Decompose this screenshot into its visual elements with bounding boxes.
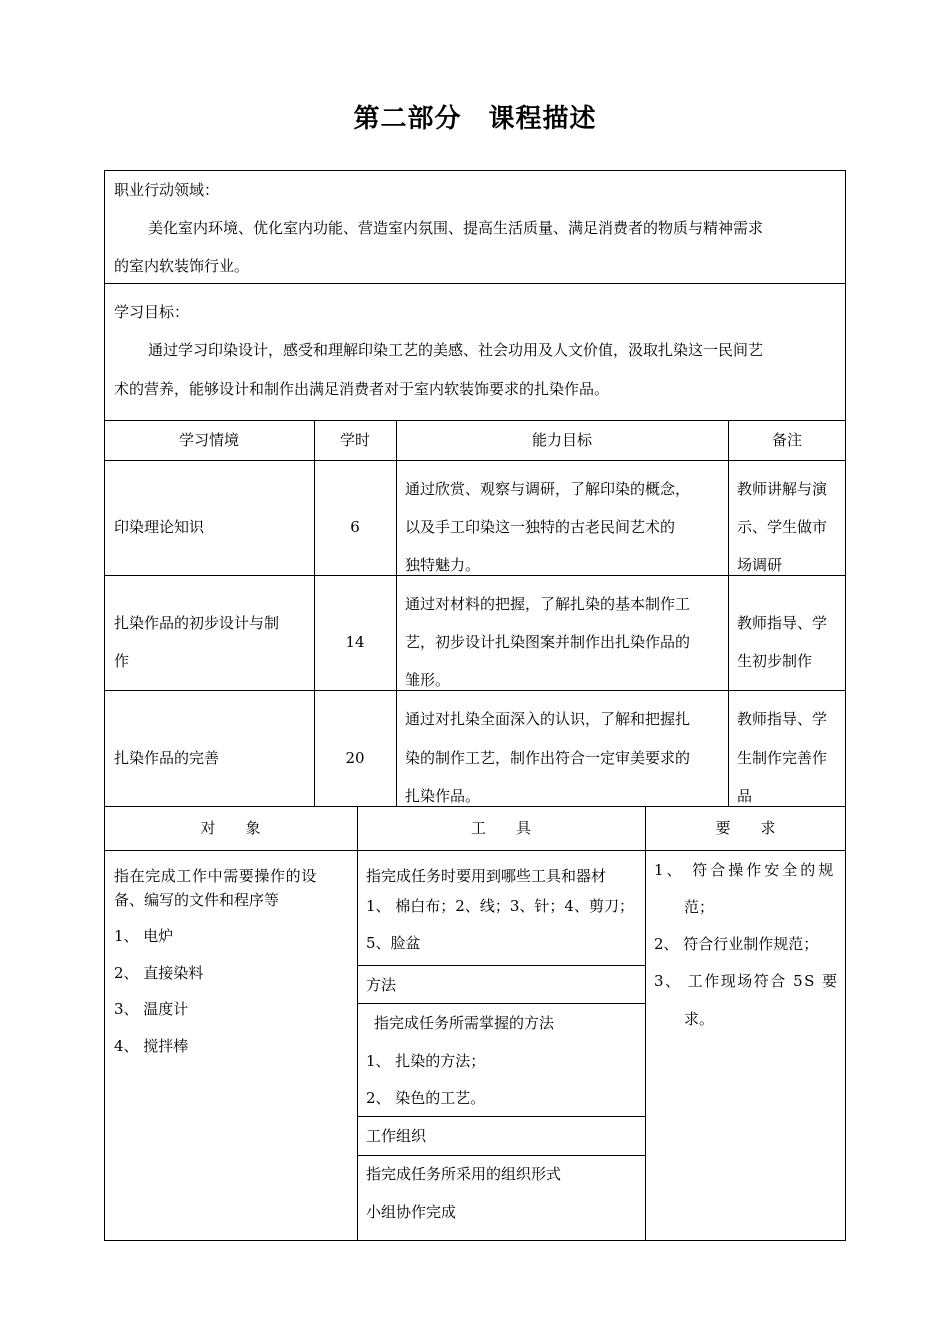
row-2-ability-line-2: 艺，初步设计扎染图案并制作出扎染作品的 [405,633,691,651]
row-3-note-line-1: 教师指导、学 [737,710,828,728]
method-line-3: 2、 染色的工艺。 [366,1089,486,1107]
rule-method-org [357,1116,645,1117]
domain-text-line-1: 美化室内环境、优化室内功能、营造室内氛围、提高生活质量、满足消费者的物质与精神需求 [148,219,764,237]
organization-line-1: 指完成任务所采用的组织形式 [366,1165,562,1183]
object-intro-line-2: 备、编写的文件和程序等 [114,891,280,909]
organization-line-2: 小组协作完成 [366,1203,457,1221]
row-1-note-line-1: 教师讲解与演 [737,480,828,498]
rule-method-label [357,1003,645,1004]
tools-line-3: 5、脸盆 [366,934,421,952]
requirement-3-line-2: 求。 [684,1010,715,1028]
rule-after-goal [104,420,846,421]
method-label: 方法 [366,976,397,994]
col-rule-3 [728,420,729,806]
domain-text-line-2: 的室内软装饰行业。 [114,257,250,275]
row-2-situation-line-2: 作 [114,652,130,670]
row-2-ability-line-1: 通过对材料的把握，了解扎染的基本制作工 [405,595,691,613]
row-3-ability-line-1: 通过对扎染全面深入的认识，了解和把握扎 [405,710,691,728]
requirement-1-line-1: 1、 符合操作安全的规 [654,861,837,879]
header-situation: 学习情境 [178,431,239,449]
row-3-note-line-3: 品 [737,787,753,805]
rule-tools-method [357,965,645,966]
goal-text-line-1: 通过学习印染设计，感受和理解印染工艺的美感、社会功用及人文价值，汲取扎染这一民间艺 [148,341,764,359]
tools-line-1: 指完成任务时要用到哪些工具和器材 [366,867,607,885]
domain-label: 职业行动领域： [114,181,220,199]
rule-after-header [104,460,846,461]
method-line-2: 1、 扎染的方法； [366,1052,486,1070]
row-3-note-line-2: 生制作完善作 [737,749,828,767]
row-2-note-line-1: 教师指导、学 [737,614,828,632]
row-3-situation: 扎染作品的完善 [114,749,220,767]
object-item-4: 4、 搅拌棒 [114,1037,189,1055]
bottom-col-rule-1 [357,806,358,1241]
row-1-situation: 印染理论知识 [114,518,205,536]
tools-line-2: 1、 棉白布；2、线；3、针；4、剪刀； [366,897,634,915]
row-2-hours: 14 [345,633,365,651]
goal-text-line-2: 术的营养，能够设计和制作出满足消费者对于室内软装饰要求的扎染作品。 [114,380,610,398]
row-2-note-line-2: 生初步制作 [737,652,813,670]
rule-org-label [357,1155,645,1156]
row-1-ability-line-3: 独特魅力。 [405,556,481,574]
row-1-note-line-3: 场调研 [737,556,783,574]
object-item-1: 1、 电炉 [114,927,174,945]
col-rule-2 [396,420,397,806]
requirement-3-line-1: 3、 工作现场符合 5S 要 [654,972,839,990]
row-1-note-line-2: 示、学生做市 [737,518,828,536]
rule-after-row-2 [104,690,846,691]
bottom-col-rule-2 [645,806,646,1241]
header-requirements: 要 求 [715,819,776,837]
row-3-ability-line-2: 染的制作工艺，制作出符合一定审美要求的 [405,749,691,767]
object-intro-line-1: 指在完成工作中需要操作的设 [114,867,317,885]
row-1-ability-line-2: 以及手工印染这一独特的古老民间艺术的 [405,518,676,536]
header-hours: 学时 [339,431,370,449]
row-3-hours: 20 [345,749,365,767]
row-1-hours: 6 [350,518,360,536]
organization-label: 工作组织 [366,1127,427,1145]
rule-after-bottom-header [104,850,846,851]
course-description-table [104,170,846,1241]
header-ability: 能力目标 [531,431,592,449]
method-line-1: 指完成任务所需掌握的方法 [374,1014,555,1032]
rule-after-row-3 [104,806,846,807]
row-3-ability-line-3: 扎染作品。 [405,787,481,805]
header-tools: 工 具 [470,819,531,837]
object-item-3: 3、 温度计 [114,1000,189,1018]
header-note: 备注 [771,431,802,449]
rule-after-domain [104,283,846,284]
requirement-2: 2、 符合行业制作规范； [654,935,819,953]
requirement-1-line-2: 范； [684,898,715,916]
row-2-situation-line-1: 扎染作品的初步设计与制 [114,614,280,632]
row-1-ability-line-1: 通过欣赏、观察与调研，了解印染的概念， [405,480,691,498]
row-2-ability-line-3: 雏形。 [405,671,451,689]
goal-label: 学习目标： [114,303,190,321]
object-item-2: 2、 直接染料 [114,964,204,982]
header-object: 对 象 [200,819,261,837]
page-title: 第二部分 课程描述 [353,104,597,134]
rule-after-row-1 [104,575,846,576]
